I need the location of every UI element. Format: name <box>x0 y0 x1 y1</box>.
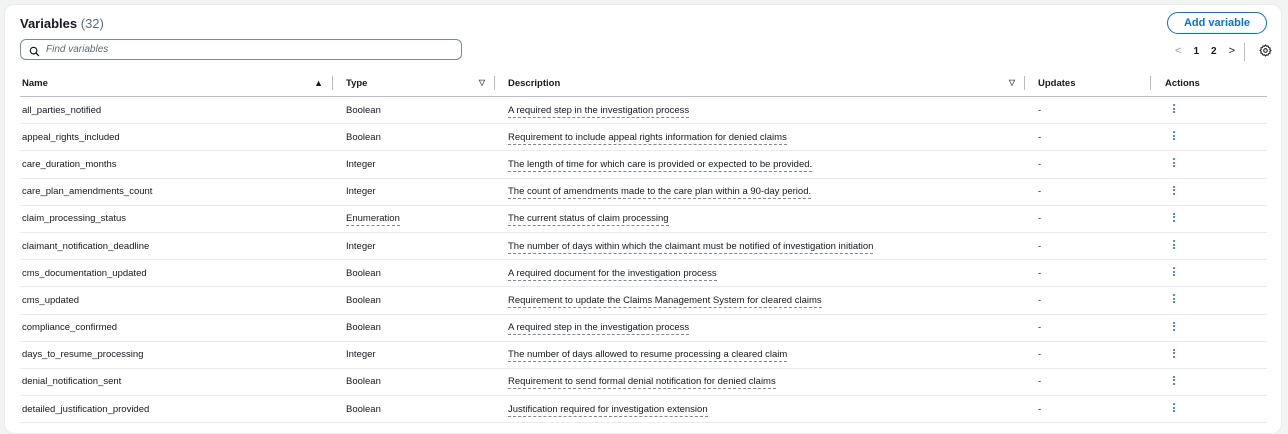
variable-updates: - <box>1038 186 1042 198</box>
table-row <box>20 396 1267 423</box>
more-actions-icon[interactable] <box>1153 131 1176 145</box>
table-header-row <box>20 70 1267 97</box>
variable-type: Boolean <box>346 322 381 334</box>
variable-name: appeal_rights_included <box>22 131 120 143</box>
add-variable-button[interactable]: Add variable <box>1167 12 1267 34</box>
settings-gear-icon[interactable] <box>1259 44 1272 62</box>
variable-type: Boolean <box>346 131 381 143</box>
variable-updates-cell <box>1025 232 1151 259</box>
variable-actions-cell <box>1151 314 1267 341</box>
variable-type-cell <box>333 178 495 205</box>
table-row <box>20 97 1267 124</box>
variable-description-cell <box>495 368 1025 395</box>
chevron-right-icon[interactable]: > <box>1228 45 1235 57</box>
variable-updates: - <box>1038 104 1042 116</box>
variable-name-cell <box>20 178 333 205</box>
variable-type-cell <box>333 396 495 423</box>
column-header-name[interactable] <box>20 70 333 97</box>
variable-name: all_parties_notified <box>22 104 102 116</box>
variable-actions-cell <box>1151 232 1267 259</box>
variables-count: (32) <box>80 16 104 31</box>
variable-name-cell <box>20 287 333 314</box>
column-actions-label: Actions <box>1165 77 1200 89</box>
variable-description[interactable]: The length of time for which care is provided or expected to be provided. <box>508 158 813 170</box>
variable-type-cell <box>333 287 495 314</box>
variable-actions-cell <box>1151 260 1267 287</box>
variable-updates-cell <box>1025 314 1151 341</box>
variables-table <box>20 70 1267 423</box>
variable-updates-cell <box>1025 260 1151 287</box>
variable-name: denial_notification_sent <box>22 376 122 388</box>
search-field[interactable] <box>20 39 462 60</box>
variable-type-cell <box>333 368 495 395</box>
variable-name: detailed_justification_provided <box>22 403 150 415</box>
variable-description[interactable]: The count of amendments made to the care plan within a 90-day period. <box>508 186 812 198</box>
variable-name: cms_updated <box>22 294 80 306</box>
variable-type: Boolean <box>346 294 381 306</box>
column-header-updates[interactable] <box>1025 70 1151 97</box>
table-row <box>20 178 1267 205</box>
column-header-type[interactable] <box>333 70 495 97</box>
panel-title-text: Variables <box>20 16 78 31</box>
more-actions-icon[interactable] <box>1153 104 1176 118</box>
variable-name: care_duration_months <box>22 158 117 170</box>
variable-name-cell <box>20 314 333 341</box>
page-2-button[interactable]: 2 <box>1211 45 1217 57</box>
variable-name: claimant_notification_deadline <box>22 240 150 252</box>
variable-updates: - <box>1038 403 1042 415</box>
variable-type-cell <box>333 341 495 368</box>
variable-updates-cell <box>1025 124 1151 151</box>
variable-type: Integer <box>346 186 376 198</box>
variable-description-cell <box>495 287 1025 314</box>
variable-updates: - <box>1038 376 1042 388</box>
more-actions-icon[interactable] <box>1153 185 1176 199</box>
variable-actions-cell <box>1151 97 1267 124</box>
variable-description[interactable]: The current status of claim processing <box>508 213 669 225</box>
column-header-actions <box>1151 70 1267 97</box>
variable-type-cell <box>333 151 495 178</box>
variable-description[interactable]: The number of days allowed to resume processing a cleared claim <box>508 349 788 361</box>
variable-actions-cell <box>1151 151 1267 178</box>
sort-ascending-icon[interactable]: ▲ <box>314 78 323 88</box>
variable-description-cell <box>495 124 1025 151</box>
variable-type-cell <box>333 232 495 259</box>
variable-updates: - <box>1038 322 1042 334</box>
table-row <box>20 314 1267 341</box>
more-actions-icon[interactable] <box>1153 294 1176 308</box>
variable-actions-cell <box>1151 368 1267 395</box>
chevron-left-icon[interactable]: < <box>1175 45 1182 57</box>
variable-description[interactable]: Requirement to send formal denial notification for denied claims <box>508 376 776 388</box>
variable-updates: - <box>1038 267 1042 279</box>
sort-descending-icon[interactable]: ▽ <box>478 78 485 87</box>
column-updates-label: Updates <box>1038 77 1076 89</box>
variable-description-cell <box>495 341 1025 368</box>
variable-name: days_to_resume_processing <box>22 349 144 361</box>
table-row <box>20 260 1267 287</box>
page-1-button[interactable]: 1 <box>1193 45 1199 57</box>
table-row <box>20 151 1267 178</box>
variable-name-cell <box>20 368 333 395</box>
variable-name: claim_processing_status <box>22 213 127 225</box>
variable-updates-cell <box>1025 368 1151 395</box>
variable-type: Boolean <box>346 104 381 116</box>
variable-name: care_plan_amendments_count <box>22 186 153 198</box>
variable-updates-cell <box>1025 205 1151 232</box>
more-actions-icon[interactable] <box>1153 158 1176 172</box>
variable-actions-cell <box>1151 205 1267 232</box>
search-input[interactable] <box>46 42 446 57</box>
variable-name-cell <box>20 396 333 423</box>
variable-name-cell <box>20 205 333 232</box>
variables-panel <box>4 4 1282 434</box>
variable-description[interactable]: A required step in the investigation process <box>508 322 690 334</box>
variable-description-cell <box>495 178 1025 205</box>
variable-type: Boolean <box>346 403 381 415</box>
variable-name-cell <box>20 124 333 151</box>
variable-actions-cell <box>1151 396 1267 423</box>
table-row <box>20 232 1267 259</box>
variable-name: cms_documentation_updated <box>22 267 147 279</box>
variable-name-cell <box>20 97 333 124</box>
variable-updates: - <box>1038 131 1042 143</box>
variable-updates-cell <box>1025 178 1151 205</box>
variable-name-cell <box>20 341 333 368</box>
variable-updates: - <box>1038 158 1042 170</box>
variable-type-cell <box>333 205 495 232</box>
variable-actions-cell <box>1151 341 1267 368</box>
variable-description-cell <box>495 232 1025 259</box>
more-actions-icon[interactable] <box>1153 375 1176 389</box>
variable-type: Boolean <box>346 376 381 388</box>
variable-description[interactable]: Requirement to update the Claims Management System for cleared claims <box>508 294 822 306</box>
pagination <box>1169 43 1241 59</box>
variable-updates-cell <box>1025 396 1151 423</box>
variable-name: compliance_confirmed <box>22 322 118 334</box>
variable-description-cell <box>495 151 1025 178</box>
table-row <box>20 205 1267 232</box>
more-actions-icon[interactable] <box>1153 212 1176 226</box>
variable-description-cell <box>495 260 1025 287</box>
variable-actions-cell <box>1151 287 1267 314</box>
variable-type-cell <box>333 124 495 151</box>
search-icon <box>29 44 40 62</box>
variable-description-cell <box>495 205 1025 232</box>
variable-updates: - <box>1038 294 1042 306</box>
variable-name-cell <box>20 151 333 178</box>
variable-updates: - <box>1038 240 1042 252</box>
more-actions-icon[interactable] <box>1153 321 1176 335</box>
variable-type[interactable]: Enumeration <box>346 213 400 225</box>
variable-actions-cell <box>1151 178 1267 205</box>
variable-description[interactable]: A required step in the investigation process <box>508 104 690 116</box>
column-type-label: Type <box>346 77 368 89</box>
more-actions-icon[interactable] <box>1153 403 1176 417</box>
variable-updates-cell <box>1025 287 1151 314</box>
table-row <box>20 368 1267 395</box>
variable-type: Integer <box>346 240 376 252</box>
variable-description-cell <box>495 314 1025 341</box>
variable-type-cell <box>333 314 495 341</box>
variable-type-cell <box>333 97 495 124</box>
variable-description-cell <box>495 396 1025 423</box>
more-actions-icon[interactable] <box>1153 348 1176 362</box>
variable-name-cell <box>20 232 333 259</box>
table-row <box>20 287 1267 314</box>
variable-type-cell <box>333 260 495 287</box>
variable-actions-cell <box>1151 124 1267 151</box>
variable-updates: - <box>1038 349 1042 361</box>
variable-type: Boolean <box>346 267 381 279</box>
variable-type: Integer <box>346 158 376 170</box>
variable-updates-cell <box>1025 97 1151 124</box>
variable-updates-cell <box>1025 151 1151 178</box>
variable-updates: - <box>1038 213 1042 225</box>
column-description-label: Description <box>508 77 561 89</box>
column-header-description[interactable] <box>495 70 1025 97</box>
variable-updates-cell <box>1025 341 1151 368</box>
table-row <box>20 341 1267 368</box>
pagination-divider <box>1244 43 1245 61</box>
more-actions-icon[interactable] <box>1153 267 1176 281</box>
variable-description[interactable]: A required document for the investigation process <box>508 267 717 279</box>
variable-name-cell <box>20 260 333 287</box>
variable-description[interactable]: The number of days within which the claimant must be notified of investigation initiation <box>508 240 874 252</box>
column-name-label: Name <box>22 77 48 89</box>
table-row <box>20 124 1267 151</box>
sort-descending-icon[interactable]: ▽ <box>1008 78 1015 87</box>
variable-description[interactable]: Requirement to include appeal rights information for denied claims <box>508 131 787 143</box>
panel-title <box>20 16 104 31</box>
variable-description-cell <box>495 97 1025 124</box>
variable-type: Integer <box>346 349 376 361</box>
variable-description[interactable]: Justification required for investigation extension <box>508 403 708 415</box>
more-actions-icon[interactable] <box>1153 240 1176 254</box>
